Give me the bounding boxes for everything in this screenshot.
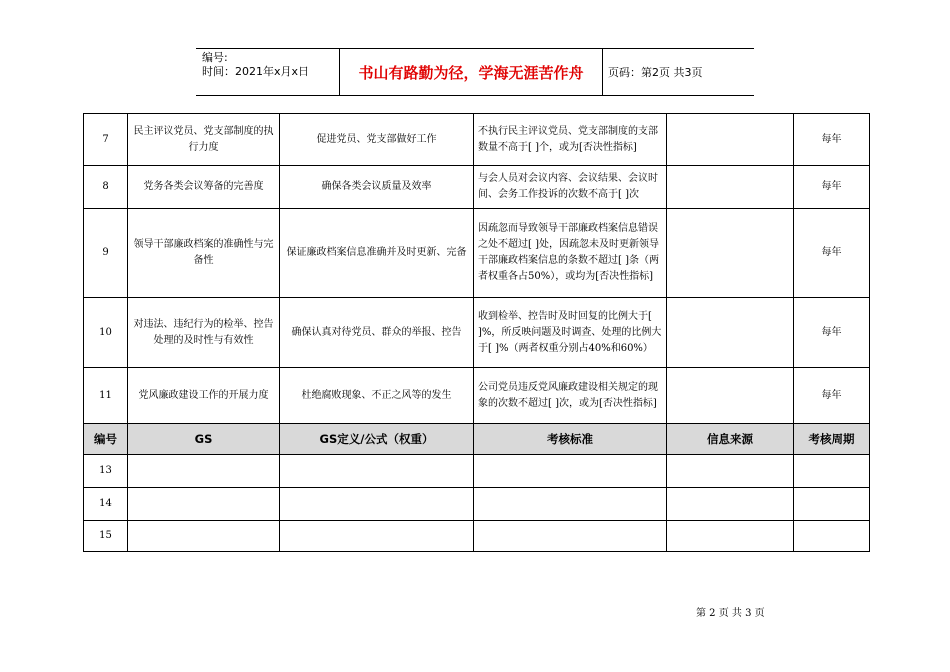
definition-cell: 杜绝腐败现象、不正之风等的发生	[280, 368, 474, 424]
page-footer: 第 2 页 共 3 页	[696, 608, 765, 619]
source-cell	[667, 455, 794, 488]
standard-cell	[474, 488, 667, 521]
header-source: 信息来源	[667, 424, 794, 455]
source-cell	[667, 166, 794, 209]
source-cell	[667, 298, 794, 368]
standard-cell: 与会人员对会议内容、会议结果、会议时间、会务工作投诉的次数不高于[ ]次	[474, 166, 667, 209]
number-label: 编号:	[202, 51, 228, 64]
standard-cell: 不执行民主评议党员、党支部制度的支部数量不高于[ ]个，或为[否决性指标]	[474, 114, 667, 166]
header-gs: GS	[128, 424, 280, 455]
source-cell	[667, 209, 794, 298]
source-cell	[667, 368, 794, 424]
cycle-cell	[794, 455, 870, 488]
gs-cell: 对违法、违纪行为的检举、控告处理的及时性与有效性	[128, 298, 280, 368]
gs-cell	[128, 488, 280, 521]
table-row	[84, 209, 870, 298]
gs-cell	[128, 455, 280, 488]
cycle-cell: 每年	[794, 166, 870, 209]
header-standard: 考核标准	[474, 424, 667, 455]
row-number: 13	[84, 455, 128, 488]
gs-cell: 领导干部廉政档案的准确性与完备性	[128, 209, 280, 298]
standard-cell	[474, 455, 667, 488]
row-number: 8	[84, 166, 128, 209]
definition-cell	[280, 455, 474, 488]
definition-cell: 保证廉政档案信息准确并及时更新、完备	[280, 209, 474, 298]
row-number: 14	[84, 488, 128, 521]
header-cycle: 考核周期	[794, 424, 870, 455]
cycle-cell: 每年	[794, 114, 870, 166]
header-motto: 书山有路勤为径，学海无涯苦作舟	[340, 49, 603, 95]
cycle-cell	[794, 521, 870, 552]
definition-cell: 确保认真对待党员、群众的举报、控告	[280, 298, 474, 368]
gs-cell: 党风廉政建设工作的开展力度	[128, 368, 280, 424]
row-number: 7	[84, 114, 128, 166]
cycle-cell	[794, 488, 870, 521]
header-number: 编号	[84, 424, 128, 455]
row-number: 9	[84, 209, 128, 298]
table-row	[84, 455, 870, 488]
gs-cell: 党务各类会议筹备的完善度	[128, 166, 280, 209]
standard-cell: 因疏忽而导致领导干部廉政档案信息错误之处不超过[ ]处，因疏忽未及时更新领导干部廉政档案信息的条数不超过[ ]条（两者权重各占50%），或均为[否决性指标]	[474, 209, 667, 298]
time-label: 时间：2021年x月x日	[202, 65, 310, 78]
definition-cell: 确保各类会议质量及效率	[280, 166, 474, 209]
header-page-code: 页码：第2页 共3页	[608, 66, 703, 79]
table-row	[84, 166, 870, 209]
gs-cell	[128, 521, 280, 552]
table-row	[84, 521, 870, 552]
definition-cell: 促进党员、党支部做好工作	[280, 114, 474, 166]
row-number: 10	[84, 298, 128, 368]
definition-cell	[280, 521, 474, 552]
standard-cell	[474, 521, 667, 552]
assessment-table	[83, 113, 870, 552]
standard-cell: 公司党员违反党风廉政建设相关规定的现象的次数不超过[ ]次，或为[否决性指标]	[474, 368, 667, 424]
table-header-row	[84, 424, 870, 455]
page-header	[196, 48, 754, 96]
cycle-cell: 每年	[794, 209, 870, 298]
table-row	[84, 298, 870, 368]
source-cell	[667, 488, 794, 521]
gs-cell: 民主评议党员、党支部制度的执行力度	[128, 114, 280, 166]
header-info	[196, 49, 340, 95]
source-cell	[667, 114, 794, 166]
table-row	[84, 488, 870, 521]
cycle-cell: 每年	[794, 368, 870, 424]
cycle-cell: 每年	[794, 298, 870, 368]
row-number: 11	[84, 368, 128, 424]
table-row	[84, 368, 870, 424]
table-row	[84, 114, 870, 166]
header-definition: GS定义/公式（权重）	[280, 424, 474, 455]
definition-cell	[280, 488, 474, 521]
standard-cell: 收到检举、控告时及时回复的比例大于[ ]%，所反映问题及时调查、处理的比例大于[ ]%（两者权重分别占40%和60%）	[474, 298, 667, 368]
row-number: 15	[84, 521, 128, 552]
source-cell	[667, 521, 794, 552]
